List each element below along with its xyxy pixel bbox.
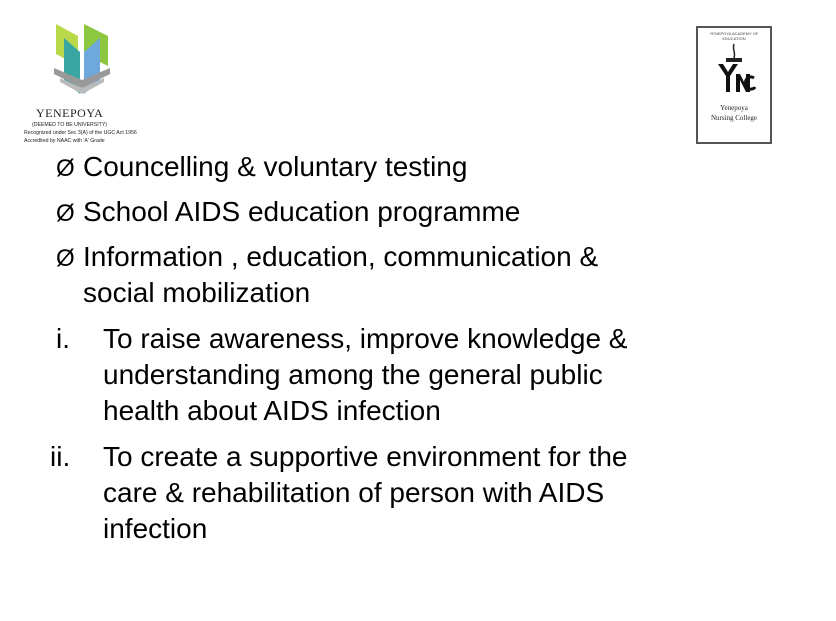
logo-left-line1: (DEEMED TO BE UNIVERSITY)	[32, 122, 108, 128]
numbered-text: care & rehabilitation of person with AIDS	[103, 477, 605, 508]
arrow-bullet-icon: Ø	[56, 155, 75, 182]
bullet-item	[56, 150, 467, 186]
bullet-item	[56, 195, 520, 231]
bullet-text: Councelling & voluntary testing	[83, 151, 468, 182]
bullet-text: School AIDS education programme	[83, 196, 521, 227]
logo-right-name1: Yenepoya	[720, 104, 748, 112]
yenepoya-university-logo	[24, 22, 142, 150]
arrow-bullet-icon: Ø	[56, 200, 75, 227]
logo-right-name2: Nursing College	[710, 114, 758, 122]
logo-right-top-text: YENEPOYA ACADEMY OF EDUCATION	[709, 31, 759, 41]
yenepoya-emblem-icon	[54, 22, 110, 102]
bullet-text: Information , education, communication &	[83, 241, 599, 272]
bullet-item	[56, 240, 598, 276]
numbered-text: health about AIDS infection	[103, 395, 441, 426]
numbered-text: understanding among the general public	[103, 359, 603, 390]
arrow-bullet-icon: Ø	[56, 245, 75, 272]
numbered-text: infection	[103, 513, 208, 544]
logo-left-line3: Accredited by NAAC with 'A' Grade	[24, 138, 105, 144]
logo-left-name: YENEPOYA	[36, 106, 104, 120]
logo-left-line2: Recognized under Sec 3(A) of the UGC Act 1956	[24, 130, 137, 136]
numbered-text: To raise awareness, improve knowledge &	[103, 323, 628, 354]
list-marker: i.	[56, 323, 70, 354]
list-marker: ii.	[50, 441, 71, 472]
numbered-text: To create a supportive environment for the	[103, 441, 628, 472]
ync-monogram-icon	[712, 42, 756, 100]
bullet-text-continuation: social mobilization	[83, 277, 311, 308]
yenepoya-nursing-college-logo	[696, 26, 772, 144]
